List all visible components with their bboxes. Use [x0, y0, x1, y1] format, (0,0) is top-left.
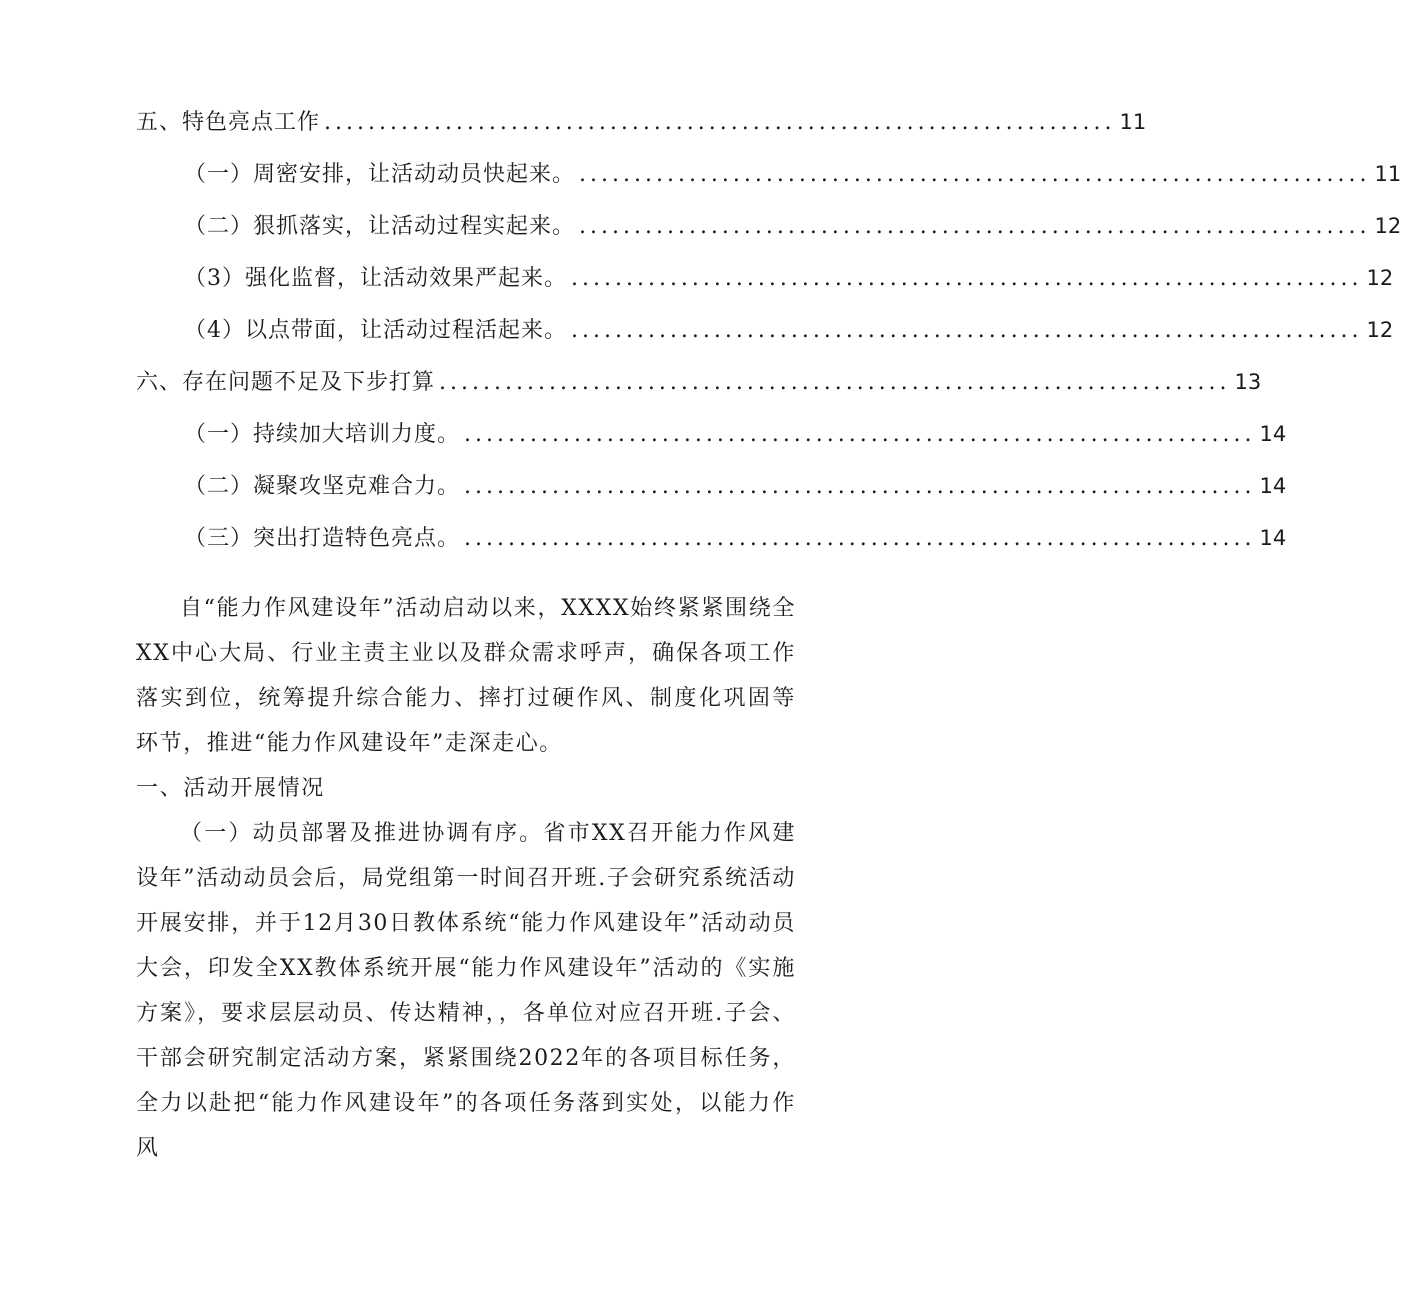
toc-entry-page: 12 [1366, 266, 1394, 290]
toc-entry-page: 14 [1259, 422, 1287, 446]
toc-leader-dots: ........................................................................ [439, 370, 1231, 395]
document-body [136, 586, 796, 1171]
toc-leader-dots: ........................................................................ [571, 266, 1363, 291]
toc-leader-dots: ........................................................................ [579, 214, 1371, 239]
toc-entry [136, 518, 1287, 570]
toc-leader-dots: ........................................................................ [464, 474, 1256, 499]
toc-entry-title: （一）持续加大培训力度。 [184, 422, 461, 447]
section-heading: 一、活动开展情况 [136, 776, 325, 801]
section-paragraph: （一）动员部署及推进协调有序。省市XX召开能力作风建设年”活动动员会后，局党组第一时间召开班.子会研究系统活动开展安排，并于12月30日教体系统“能力作风建设年”活动动员大会，印发全XX教体系统开展“能力作风建设年”活动的《实施方案》，要求层层动员、传达精神，，各单位对应召开班.子会、干部会研究制定活动方案，紧紧围绕2022年的各项目标任务，全力以赴把“能力作风建设年”的各项任务落到实处，以能力作风 [136, 821, 796, 1161]
toc-entry-title: （三）突出打造特色亮点。 [184, 526, 461, 551]
toc-entry [136, 154, 1401, 206]
intro-paragraph: 自“能力作风建设年”活动启动以来，XXXX始终紧紧围绕全XX中心大局、行业主责主业以及群众需求呼声，确保各项工作落实到位，统筹提升综合能力、摔打过硬作风、制度化巩固等环节，推进“能力作风建设年”走深走心。 [136, 596, 796, 756]
toc-entry-title: （3）强化监督，让活动效果严起来。 [184, 266, 567, 291]
toc-entry [136, 466, 1287, 518]
toc-entry-title: 六、存在问题不足及下步打算 [136, 370, 436, 395]
toc-entry [136, 102, 1147, 154]
toc-leader-dots: ........................................................................ [464, 422, 1256, 447]
toc-entry [136, 414, 1287, 466]
toc-entry-title: （一）周密安排，让活动动员快起来。 [184, 162, 576, 187]
toc-entry-page: 14 [1259, 526, 1287, 550]
toc-entry-title: （4）以点带面，让活动过程活起来。 [184, 318, 567, 343]
toc-entry [136, 310, 1394, 362]
toc-entry-page: 14 [1259, 474, 1287, 498]
toc-entry [136, 206, 1401, 258]
toc-entry-page: 13 [1234, 370, 1262, 394]
toc-leader-dots: ........................................................................ [464, 526, 1256, 551]
toc-entry-page: 12 [1374, 214, 1401, 238]
toc-entry-title: 五、特色亮点工作 [136, 110, 321, 135]
table-of-contents [136, 102, 1401, 570]
toc-leader-dots: ........................................................................ [571, 318, 1363, 343]
toc-entry-page: 11 [1374, 162, 1401, 186]
toc-entry-title: （二）狠抓落实，让活动过程实起来。 [184, 214, 576, 239]
toc-entry-title: （二）凝聚攻坚克难合力。 [184, 474, 461, 499]
toc-entry-page: 11 [1119, 110, 1147, 134]
toc-entry [136, 258, 1394, 310]
toc-leader-dots: ........................................................................ [579, 162, 1371, 187]
toc-entry [136, 362, 1262, 414]
toc-leader-dots: ........................................................................ [324, 110, 1116, 135]
toc-entry-page: 12 [1366, 318, 1394, 342]
